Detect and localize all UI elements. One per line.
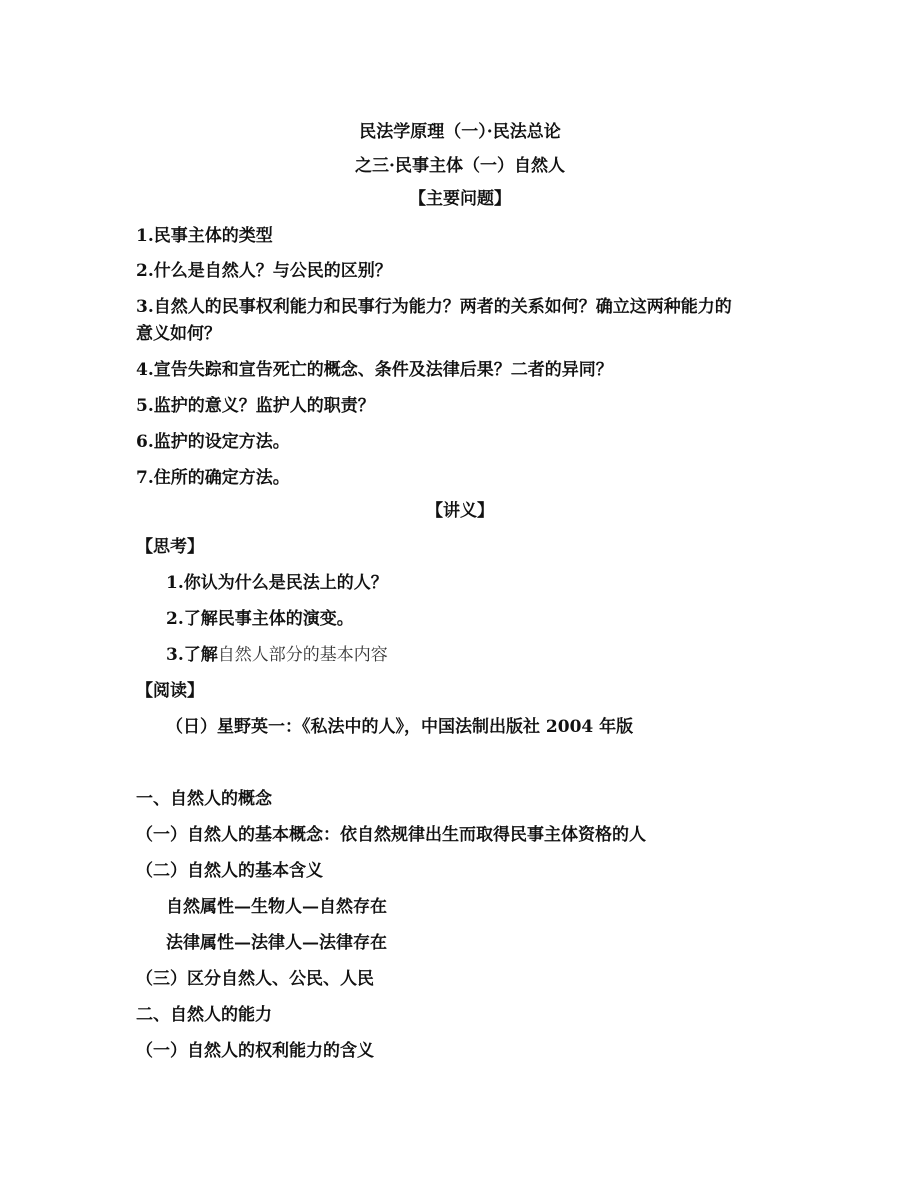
issue-item-continuation: 意义如何？ (136, 324, 221, 344)
outline-item: （一）自然人的基本概念：依自然规律出生而取得民事主体资格的人 (136, 825, 646, 845)
outline-subitem: 法律属性—法律人—法律存在 (166, 933, 387, 953)
outline-item: （二）自然人的基本含义 (136, 861, 323, 881)
doc-title-line2: 之三·民事主体（一）自然人 (355, 156, 565, 176)
main-issues-heading: 【主要问题】 (409, 189, 511, 209)
outline-heading: 二、自然人的能力 (136, 1005, 272, 1025)
thinking-item (166, 644, 388, 666)
issue-item: 3.自然人的民事权利能力和民事行为能力？两者的关系如何？确立这两种能力的 (136, 297, 732, 317)
reading-item: （日）星野英一：《私法中的人》，中国法制出版社 2004 年版 (166, 717, 634, 737)
outline-subitem: 自然属性—生物人—自然存在 (166, 897, 387, 917)
issue-item: 6.监护的设定方法。 (136, 432, 290, 452)
outline-item: （三）区分自然人、公民、人民 (136, 969, 374, 989)
lecture-heading: 【讲义】 (426, 501, 494, 521)
thinking-heading: 【思考】 (136, 537, 204, 557)
outline-heading: 一、自然人的概念 (136, 789, 272, 809)
reading-heading: 【阅读】 (136, 681, 204, 701)
thinking-item-bold-part: 3.了解 (166, 645, 218, 665)
issue-item: 7.住所的确定方法。 (136, 468, 290, 488)
thinking-item: 1.你认为什么是民法上的人？ (166, 573, 388, 593)
issue-item: 2.什么是自然人？与公民的区别？ (136, 261, 392, 281)
thinking-item-light-part: 自然人部分的基本内容 (217, 645, 388, 665)
issue-item: 1.民事主体的类型 (136, 226, 273, 246)
issue-item: 4.宣告失踪和宣告死亡的概念、条件及法律后果？二者的异同？ (136, 360, 613, 380)
thinking-item: 2.了解民事主体的演变。 (166, 609, 354, 629)
issue-item: 5.监护的意义？监护人的职责？ (136, 396, 375, 416)
outline-item: （一）自然人的权利能力的含义 (136, 1041, 374, 1061)
doc-title-line1: 民法学原理（一）·民法总论 (359, 122, 561, 142)
